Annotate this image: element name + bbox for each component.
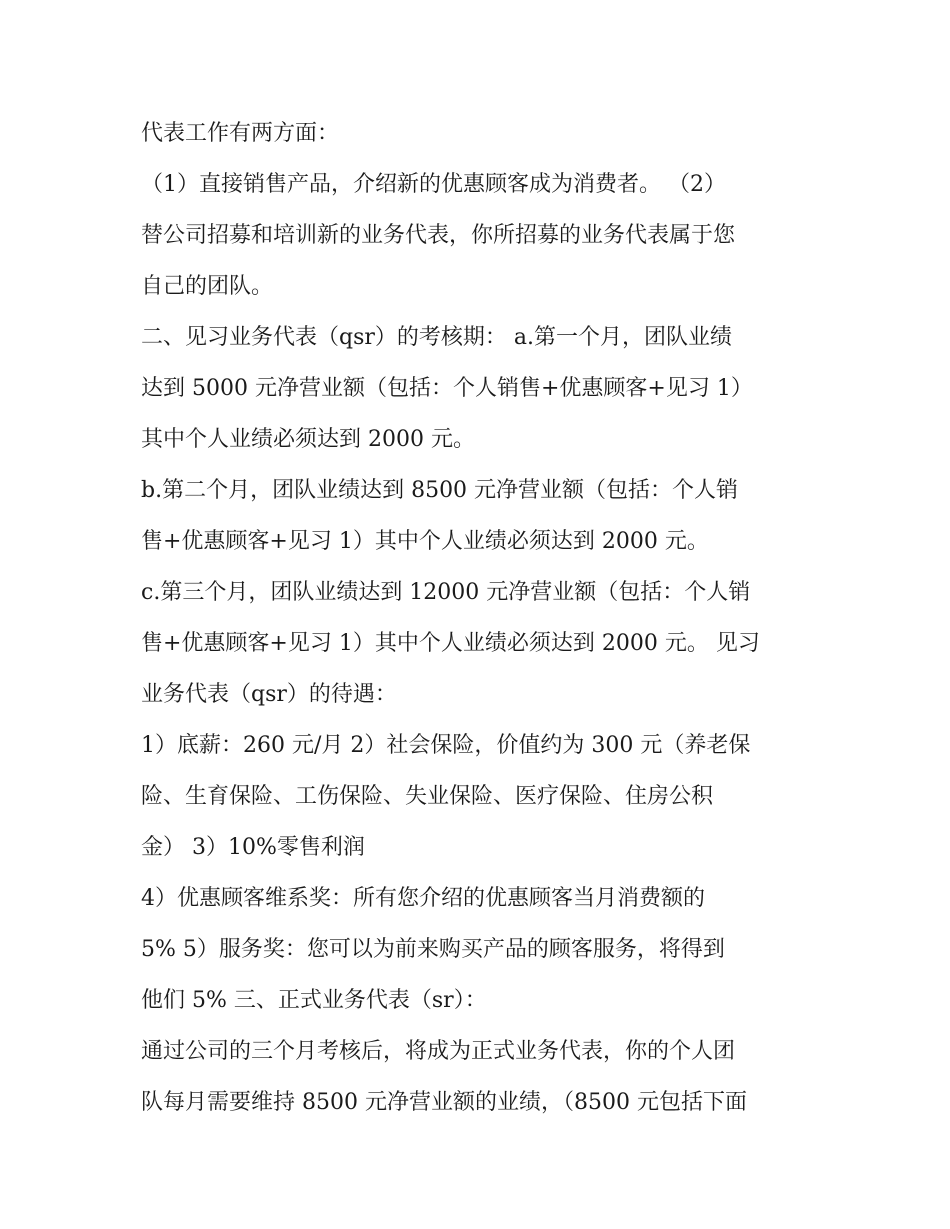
text-line: 达到 5000 元净营业额（包括：个人销售+优惠顾客+见习 1） bbox=[141, 376, 753, 401]
text-line: 售+优惠顾客+见习 1）其中个人业绩必须达到 2000 元。 bbox=[141, 529, 709, 554]
text-line: 业务代表（qsr）的待遇： bbox=[141, 682, 397, 707]
text-line: 通过公司的三个月考核后，将成为正式业务代表，你的个人团 bbox=[141, 1039, 736, 1064]
text-line: 替公司招募和培训新的业务代表，你所招募的业务代表属于您 bbox=[141, 223, 736, 248]
text-line: c.第三个月，团队业绩达到 12000 元净营业额（包括：个人销 bbox=[141, 580, 751, 605]
text-line: 队每月需要维持 8500 元净营业额的业绩，（8500 元包括下面 bbox=[141, 1090, 747, 1115]
document-body bbox=[141, 108, 821, 1128]
text-line: 自己的团队。 bbox=[141, 274, 274, 299]
text-line: （1）直接销售产品，介绍新的优惠顾客成为消费者。 （2） bbox=[141, 172, 726, 197]
text-line: 他们 5% 三、正式业务代表（sr）： bbox=[141, 988, 487, 1013]
text-line: 金） 3）10%零售利润 bbox=[141, 835, 365, 860]
text-line: 4）优惠顾客维系奖：所有您介绍的优惠顾客当月消费额的 bbox=[141, 886, 705, 911]
text-line: 其中个人业绩必须达到 2000 元。 bbox=[141, 427, 475, 452]
text-line: 险、生育保险、工伤保险、失业保险、医疗保险、住房公积 bbox=[141, 784, 714, 809]
text-line: 代表工作有两方面： bbox=[141, 121, 340, 146]
text-line: 二、见习业务代表（qsr）的考核期： a.第一个月，团队业绩 bbox=[141, 325, 732, 350]
text-line: b.第二个月，团队业绩达到 8500 元净营业额（包括：个人销 bbox=[141, 478, 739, 503]
text-line: 5% 5）服务奖：您可以为前来购买产品的顾客服务，将得到 bbox=[141, 937, 725, 962]
text-line: 售+优惠顾客+见习 1）其中个人业绩必须达到 2000 元。 见习 bbox=[141, 631, 760, 656]
text-line: 1）底薪：260 元/月 2）社会保险，价值约为 300 元（养老保 bbox=[141, 733, 751, 758]
